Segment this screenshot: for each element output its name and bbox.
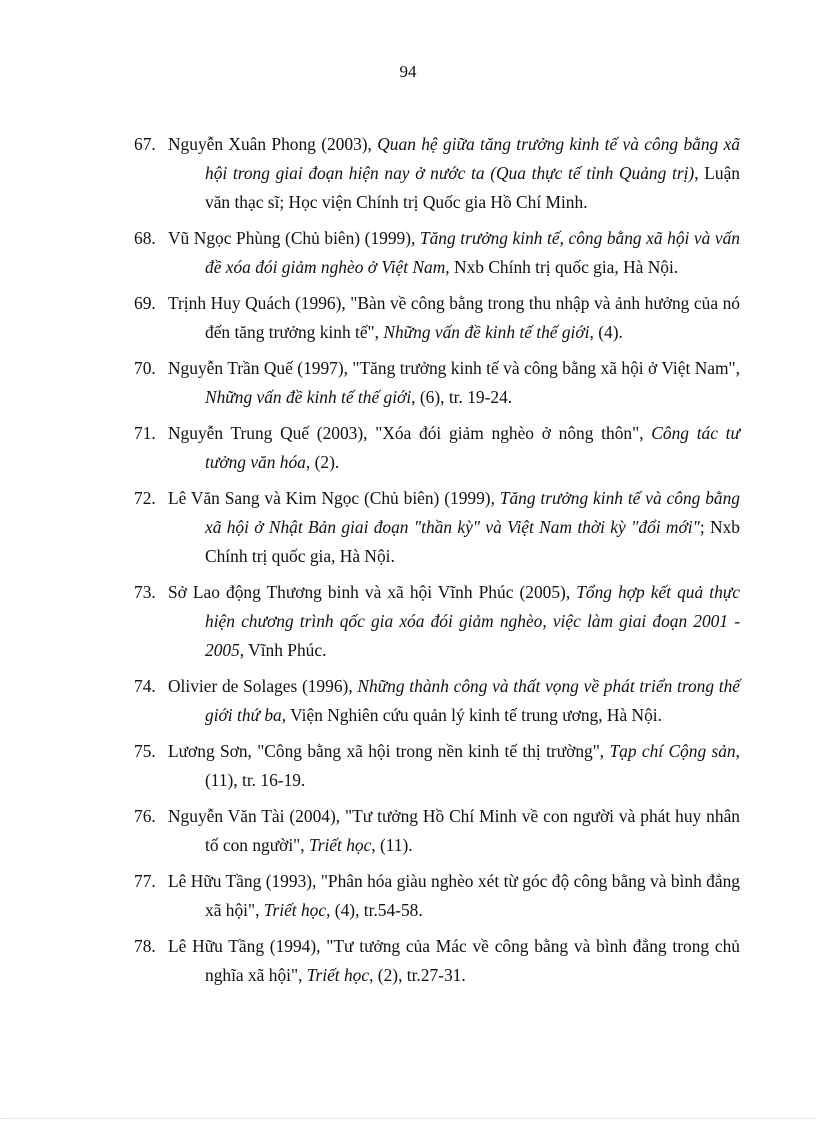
reference-text-segment: , Viện Nghiên cứu quản lý kinh tế trung ương, Hà Nội.	[281, 705, 662, 725]
reference-item	[134, 802, 740, 860]
reference-text-segment: , (2), tr.27-31.	[369, 965, 466, 985]
reference-text	[168, 358, 740, 407]
reference-list	[134, 130, 740, 997]
reference-title-italic: Triết học	[263, 900, 327, 920]
reference-text-segment: Sở Lao động Thương binh và xã hội Vĩnh Phúc (2005),	[168, 582, 577, 602]
reference-text	[168, 423, 740, 472]
reference-item	[134, 578, 740, 665]
reference-text-segment: Trịnh Huy Quách (1996), "Bàn về công bằng trong thu nhập và ảnh hưởng của nó đến tăng trưởng kinh tế",	[168, 293, 740, 342]
reference-number: 76.	[134, 806, 156, 826]
reference-text	[168, 134, 740, 212]
reference-text-segment: , Luận văn thạc sĩ; Học viện Chính trị Quốc gia Hồ Chí Minh.	[205, 163, 740, 212]
reference-title-italic: Tăng trưởng kinh tế và công bằng xã hội ở Nhật Bản giai đoạn "thần kỳ" và Việt Nam thời kỳ "đổi mới"	[205, 488, 740, 537]
reference-number: 78.	[134, 936, 156, 956]
reference-text-segment: ; Nxb Chính trị quốc gia, Hà Nội.	[205, 517, 740, 566]
reference-title-italic: Triết học	[306, 965, 370, 985]
reference-text-segment: Nxb Chính trị quốc gia, Hà Nội.	[449, 257, 679, 277]
reference-number: 72.	[134, 488, 156, 508]
reference-text-segment: Lê Văn Sang và Kim Ngọc (Chủ biên) (1999),	[168, 488, 500, 508]
reference-title-italic: Tổng hợp kết quả thực hiện chương trình qốc gia xóa đói giảm nghèo, việc làm giai đoạn 2001 - 2005	[205, 582, 740, 660]
reference-text-segment: , (4), tr.54-58.	[326, 900, 423, 920]
reference-item	[134, 419, 740, 477]
reference-title-italic: Quan hệ giữa tăng trưởng kinh tế và công bằng xã hội trong giai đoạn hiện nay ở nước ta (Qua thực tế tỉnh Quảng trị)	[205, 134, 740, 183]
reference-text	[168, 582, 740, 660]
reference-number: 70.	[134, 358, 156, 378]
page-number: 94	[399, 62, 417, 81]
reference-item	[134, 289, 740, 347]
reference-text-segment: , (11), tr. 16-19.	[205, 741, 740, 790]
reference-text-segment: , (6), tr. 19-24.	[411, 387, 513, 407]
reference-title-italic: Những vấn đề kinh tế thế giới	[383, 322, 590, 342]
reference-item	[134, 484, 740, 571]
reference-text-segment: , Vĩnh Phúc.	[239, 640, 327, 660]
reference-number: 73.	[134, 582, 156, 602]
reference-item	[134, 867, 740, 925]
reference-title-italic: Công tác tư tưởng văn hóa	[205, 423, 740, 472]
page-bottom-divider	[0, 1118, 816, 1119]
reference-number: 67.	[134, 134, 156, 154]
reference-text	[168, 936, 740, 985]
reference-item	[134, 737, 740, 795]
reference-text-segment: , (11).	[371, 835, 413, 855]
reference-item	[134, 932, 740, 990]
reference-number: 77.	[134, 871, 156, 891]
reference-title-italic: Tạp chí Cộng sản	[609, 741, 736, 761]
reference-item	[134, 354, 740, 412]
reference-item	[134, 130, 740, 217]
reference-text-segment: Lương Sơn, "Công bằng xã hội trong nền kinh tế thị trường",	[168, 741, 610, 761]
reference-text-segment: Olivier de Solages (1996),	[168, 676, 358, 696]
reference-number: 75.	[134, 741, 156, 761]
reference-number: 68.	[134, 228, 156, 248]
reference-text-segment: Lê Hữu Tầng (1993), "Phân hóa giàu nghèo xét từ góc độ công bằng và bình đẳng xã hội",	[168, 871, 740, 920]
reference-title-italic: Những thành công và thất vọng về phát triển trong thế giới thứ ba	[205, 676, 740, 725]
reference-title-italic: Triết học	[308, 835, 372, 855]
reference-text-segment: Lê Hữu Tầng (1994), "Tư tưởng của Mác về công bằng và bình đẳng trong chủ nghĩa xã hội",	[168, 936, 740, 985]
reference-text	[168, 676, 740, 725]
reference-number: 74.	[134, 676, 156, 696]
reference-title-italic: Những vấn đề kinh tế thế giới	[205, 387, 412, 407]
reference-text-segment: , (4).	[589, 322, 623, 342]
reference-item	[134, 224, 740, 282]
reference-text	[168, 871, 740, 920]
reference-number: 71.	[134, 423, 156, 443]
reference-text-segment: Vũ Ngọc Phùng (Chủ biên) (1999),	[168, 228, 420, 248]
reference-text-segment: , (2).	[305, 452, 340, 472]
reference-text-segment: Nguyễn Trung Quế (2003), "Xóa đói giảm nghèo ở nông thôn",	[168, 423, 652, 443]
reference-text	[168, 741, 740, 790]
reference-item	[134, 672, 740, 730]
reference-text	[168, 293, 740, 342]
reference-text	[168, 806, 740, 855]
reference-number: 69.	[134, 293, 156, 313]
reference-text	[168, 488, 740, 566]
reference-text-segment: Nguyễn Văn Tài (2004), "Tư tưởng Hồ Chí Minh về con người và phát huy nhân tố con người",	[168, 806, 740, 855]
reference-text	[168, 228, 740, 277]
reference-text-segment: Nguyễn Xuân Phong (2003),	[168, 134, 378, 154]
reference-title-italic: Tăng trưởng kinh tế, công bằng xã hội và vấn đề xóa đói giảm nghèo ở Việt Nam,	[205, 228, 740, 277]
reference-text-segment: Nguyễn Trần Quế (1997), "Tăng trưởng kinh tế và công bằng xã hội ở Việt Nam",	[168, 358, 740, 378]
